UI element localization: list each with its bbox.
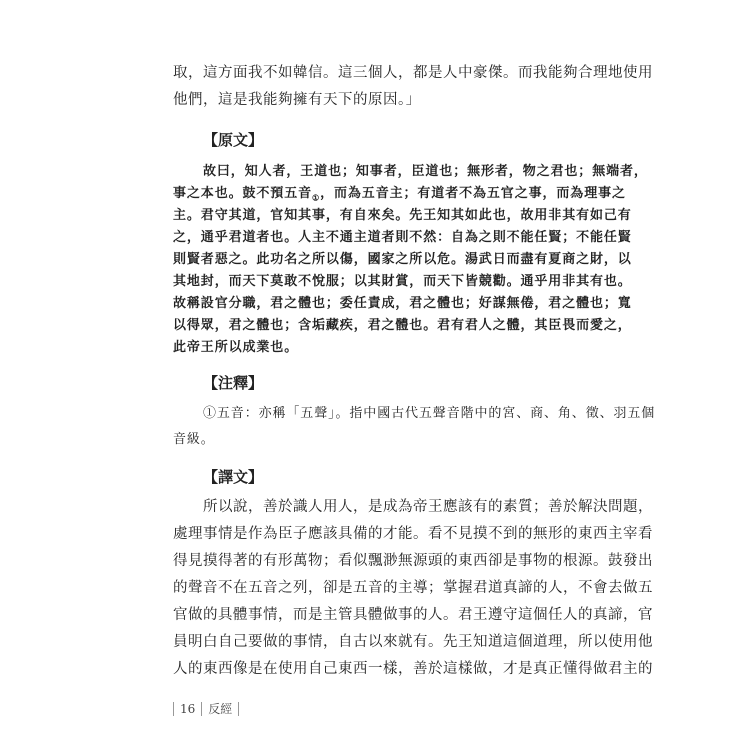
divider xyxy=(201,702,202,716)
text-line: 則賢者惡之。此功名之所以傷，國家之所以危。湯武日而盡有夏商之財，以 xyxy=(173,252,632,267)
text-segment: 事之本也。鼓不預五音 xyxy=(173,186,313,201)
text-line: 處理事情是作為臣子應該具備的才能。看不見摸不到的無形的東西主宰看 xyxy=(173,526,653,542)
text-line: 官做的具體事情，而是主管具體做事的人。君王遵守這個任人的真諦，官 xyxy=(173,607,653,623)
book-title: 反經 xyxy=(208,702,233,716)
text-line: 故曰，知人者，王道也；知事者，臣道也；無形者，物之君也；無端者， xyxy=(203,164,648,179)
text-line: 其地封，而天下莫敢不悅服；以其財賞，而天下皆競勸。通乎用非其有也。 xyxy=(173,274,632,289)
page-number: 16 xyxy=(180,701,196,716)
text-line: 以得眾，君之體也；含垢藏疾，君之體也。君有君人之體，其臣畏而愛之， xyxy=(173,318,632,333)
text-line: 之，通乎君道者也。人主不通主道者則不然：自為之則不能任賢；不能任賢 xyxy=(173,230,632,245)
text-line: 員明白自己要做的事情，自古以來就有。先王知道這個道理，所以使用他 xyxy=(173,634,653,650)
footnote-marker[interactable]: ① xyxy=(312,192,321,203)
text-line: 所以說，善於識人用人，是成為帝王應該有的素質；善於解決問題， xyxy=(203,499,653,515)
text-line: 故稱設官分職，君之體也；委任責成，君之體也；好謀無倦，君之體也；寬 xyxy=(173,296,632,311)
text-line: 人的東西像是在使用自己東西一樣，善於這樣做，才是真正懂得做君主的 xyxy=(173,661,653,677)
text-line: 的聲音不在五音之列，卻是五音的主導；掌握君道真諦的人，不會去做五 xyxy=(173,580,653,596)
text-segment: ，而為五音主；有道者不為五官之事，而為理事之 xyxy=(320,186,626,201)
note-line: 音級。 xyxy=(173,432,215,447)
section-heading-original: 【原文】 xyxy=(203,131,264,149)
page-footer xyxy=(173,700,239,717)
divider xyxy=(238,702,239,716)
section-heading-translation: 【譯文】 xyxy=(203,468,264,486)
text-line: 此帝王所以成業也。 xyxy=(173,340,299,355)
section-heading-notes: 【注釋】 xyxy=(203,374,264,392)
text-line: 主。君守其道，官知其事，有自來矣。先王知其如此也，故用非其有如己有 xyxy=(173,208,632,223)
divider xyxy=(173,702,174,716)
text-line: 他們，這是我能夠擁有天下的原因。」 xyxy=(173,92,421,108)
text-line: 取，這方面我不如韓信。這三個人，都是人中豪傑。而我能夠合理地使用 xyxy=(173,65,653,81)
text-line xyxy=(173,184,626,204)
note-line: ①五音：亦稱「五聲」。指中國古代五聲音階中的宮、商、角、徵、羽五個 xyxy=(203,406,656,421)
text-line: 得見摸得著的有形萬物；看似飄渺無源頭的東西卻是事物的根源。鼓發出 xyxy=(173,553,653,569)
